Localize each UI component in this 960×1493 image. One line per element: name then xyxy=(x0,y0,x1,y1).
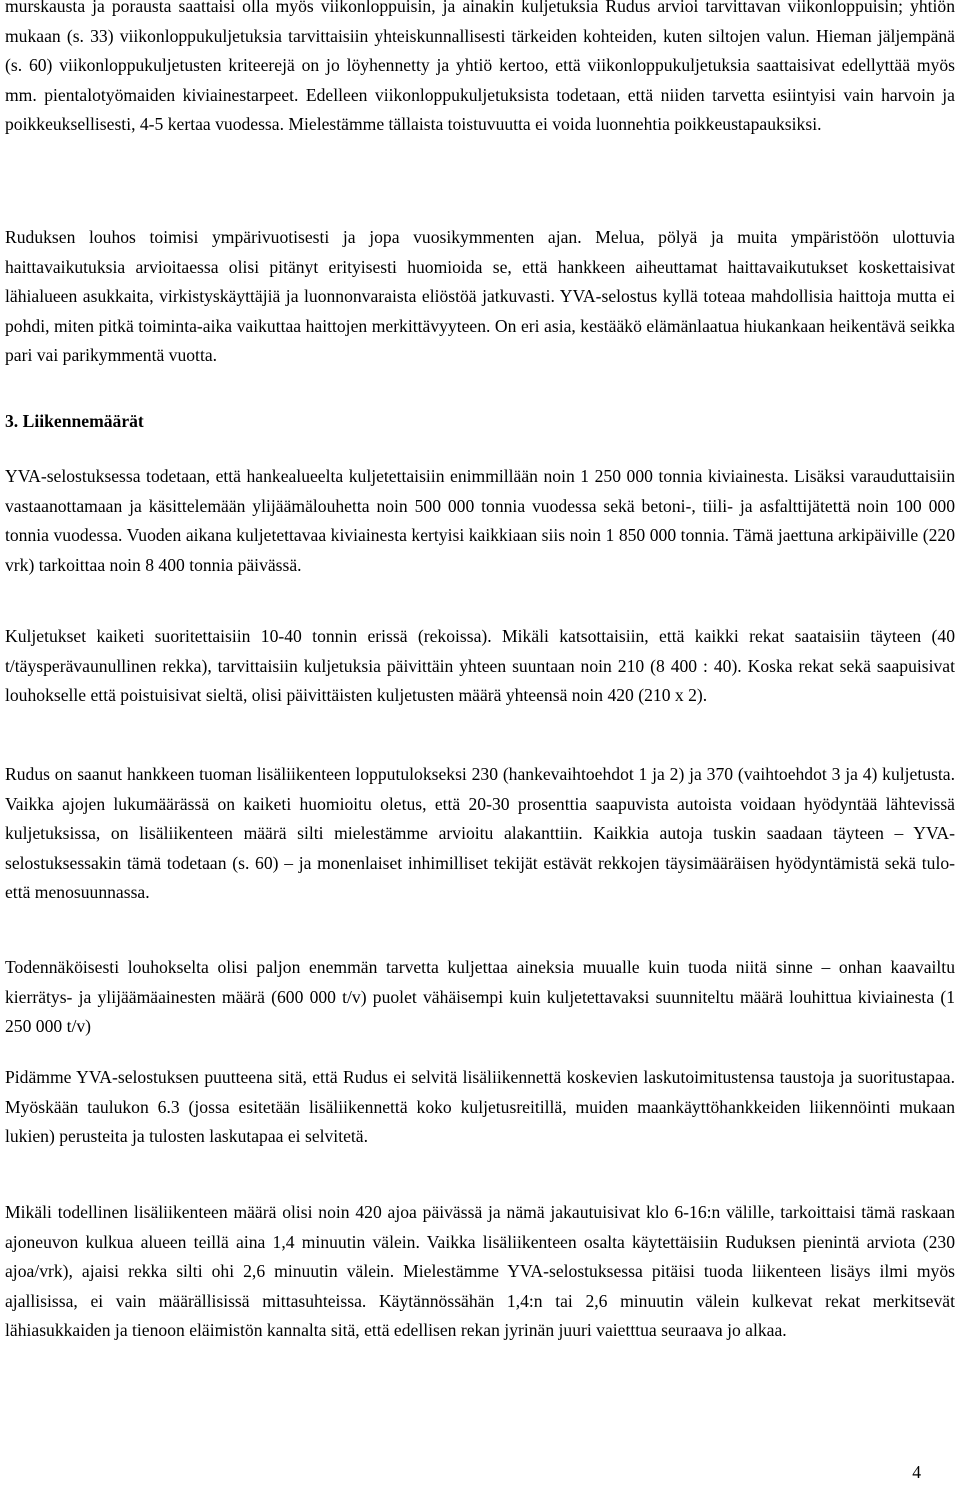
paragraph-quarry-duration: Ruduksen louhos toimisi ympärivuotisesti ja jopa vuosikymmenten ajan. Melua, pölyä ja muita ympäristöön ulottuvia haittavaikutuksia arvioitaessa olisi pitänyt erityisesti huomioida se, että hankkeen aiheuttamat haittavaikutukset koskettaisivat lähialueen asukkaita, virkistyskäyttäjiä ja luonnonvaraista eliöstöä jatkuvasti. YVA-selostus kyllä toteaa mahdollisia haittoja mutta ei pohdi, miten pitkä toiminta-aika vaikuttaa haittojen merkittävyyteen. On eri asia, kestääkö elämänlaatua hiukankaan heikentävä seikka pari vai parikymmentä vuotta. xyxy=(5,227,955,365)
paragraph-annual-volume: YVA-selostuksessa todetaan, että hankealueelta kuljetettaisiin enimmillään noin 1 250 000 tonnia kiviainesta. Lisäksi varauduttaisiin vastaanottamaan ja käsittelemään ylijäämälouhetta noin 500 000 tonnia vuodessa sekä betoni-, tiili- ja asfalttijätettä noin 100 000 tonnia vuodessa. Vuoden aikana kuljetettavaa kiviainesta kertyisi kaikkiaan siis noin 1 850 000 tonnia. Tämä jaettuna arkipäiville (220 vrk) tarkoittaa noin 8 400 tonnia päivässä. xyxy=(5,466,955,575)
paragraph-daily-transports: Kuljetukset kaiketi suoritettaisiin 10-40 tonnin erissä (rekoissa). Mikäli katsottaisiin, että kaikki rekat saataisiin täyteen (40 t/täysperävaunullinen rekka), tarvittaisiin kuljetuksia päivittäin yhteen suuntaan noin 210 (8 400 : 40). Koska rekat sekä saapuisivat louhokselle että poistuisivat sieltä, olisi päivittäisten kuljetusten määrä yhteensä noin 420 (210 x 2). xyxy=(5,626,955,705)
document-page xyxy=(5,0,955,1493)
paragraph-outbound-need: Todennäköisesti louhokselta olisi paljon enemmän tarvetta kuljettaa aineksia muualle kuin tuoda niitä sinne – onhan kaavailtu kierrätys- ja ylijäämäainesten määrä (600 000 t/v) puolet vähäisempi kuin kuljetettavaksi suunniteltu määrä louhittua kiviainesta (1 250 000 t/v) xyxy=(5,957,955,1036)
paragraph-calculation-deficiency: Pidämme YVA-selostuksen puutteena sitä, että Rudus ei selvitä lisäliikennettä koskevien laskutoimitustensa taustoja ja suoritustapaa. Myöskään taulukon 6.3 (jossa esitetään lisäliikennettä koko kuljetusreitillä, muiden maankäyttöhankkeiden liikennöinti mukaan lukien) perusteita ja tulosten laskutapaa ei selvitetä. xyxy=(5,1067,955,1146)
paragraph-truck-interval: Mikäli todellinen lisäliikenteen määrä olisi noin 420 ajoa päivässä ja nämä jakautuisivat klo 6-16:n välille, tarkoittaisi tämä raskaan ajoneuvon kulkua alueen teillä aina 1,4 minuutin välein. Vaikka lisäliikenteen osalta käytettäisiin Ruduksen pienintä arviota (230 ajoa/vrk), ajaisi rekka silti ohi 2,6 minuutin välein. Mielestämme YVA-selostuksessa pitäisi tuoda liikenteen lisäys ilmi myös ajallisissa, ei vain määrällisissä mittasuhteissa. Käytännössähän 1,4:n tai 2,6 minuutin välein kulkevat rekat merkitsevät lähiasukkaiden ja tienoon eläimistön kannalta sitä, että edellisen rekan jyrinän juuri vaietttua seuraava jo alkaa. xyxy=(5,1202,955,1340)
section-heading-traffic-volumes: 3. Liikennemäärät xyxy=(5,411,144,431)
paragraph-rudus-estimate: Rudus on saanut hankkeen tuoman lisäliikenteen lopputulokseksi 230 (hankevaihtoehdot 1 ja 2) ja 370 (vaihtoehdot 3 ja 4) kuljetusta. Vaikka ajojen lukumäärässä on kaiketi huomioitu oletus, että 20-30 prosenttia saapuvista autoista voidaan hyödyntää lähtevissä kuljetuksissa, on lisäliikenteen määrä silti mielestämme arvioitu alakanttiin. Kaikkia autoja tuskin saadaan täyteen – YVA-selostuksessakin tämä todetaan (s. 60) – ja monenlaiset inhimilliset tekijät estävät rekkojen täysimääräisen hyödyntämistä sekä tulo- että menosuunnassa. xyxy=(5,764,955,902)
page-number: 4 xyxy=(912,1462,921,1482)
paragraph-weekend-transport: murskausta ja porausta saattaisi olla myös viikonloppuisin, ja ainakin kuljetuksia Rudus arvioi tarvittavan viikonloppuisin; yhtiön mukaan (s. 33) viikonloppukuljetuksia tarvittaisiin yhteiskunnallisesti tärkeiden kohteiden, kuten siltojen valun. Hieman jäljempänä (s. 60) viikonloppukuljetusten kriteerejä on jo löyhennetty ja yhtiö kertoo, että viikonloppukuljetuksia saattaisivat edellyttää myös mm. pientalotyömaiden kiviainestarpeet. Edelleen viikonloppukuljetuksista todetaan, että niiden tarvetta esiintyisi vain harvoin ja poikkeuksellisesti, 4-5 kertaa vuodessa. Mielestämme tällaista toistuvuutta ei voida luonnehtia poikkeustapauksiksi. xyxy=(5,0,955,134)
